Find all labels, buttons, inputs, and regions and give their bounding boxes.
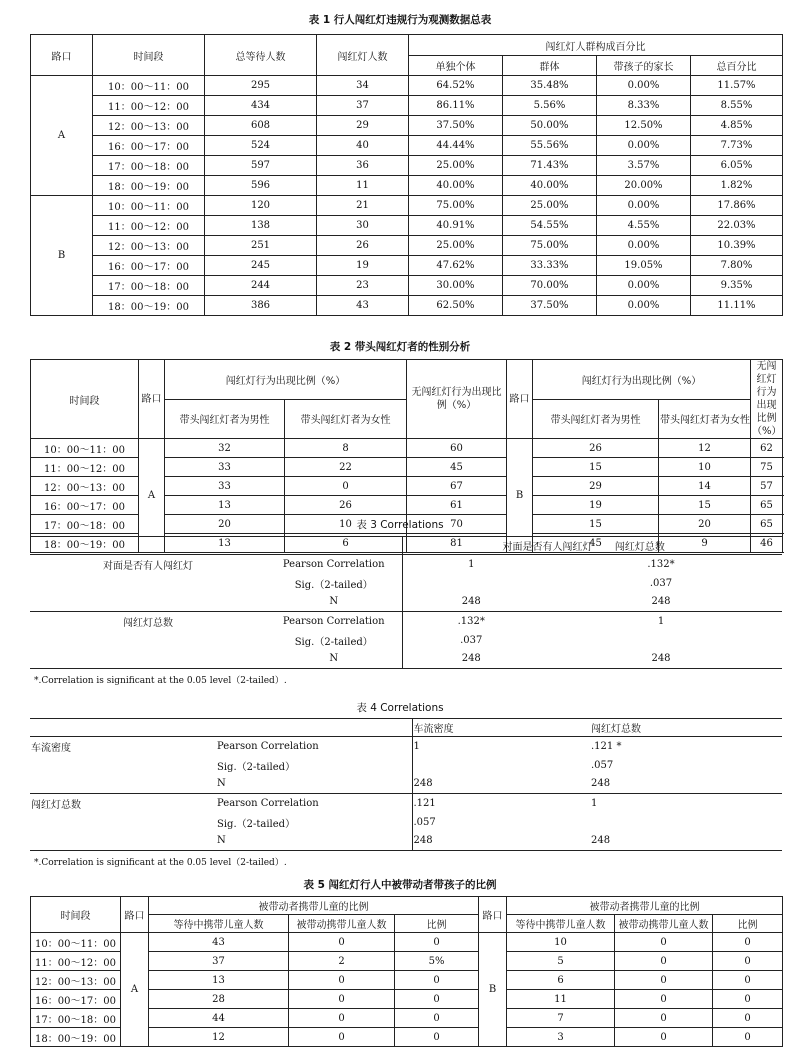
table-cell: 20 (165, 515, 285, 534)
table-cell: 2 (289, 952, 395, 971)
table-cell: 10：00～11：00 (31, 933, 121, 952)
table-cell: 4.55% (597, 216, 691, 236)
table-cell: 12：00～13：00 (93, 236, 205, 256)
t4-stat-sig-1: Sig.（2-tailed） (216, 756, 412, 775)
table-cell: 0 (289, 1009, 395, 1028)
table-cell: 608 (205, 116, 317, 136)
t3-header-col1: 对面是否有人闯红灯 (502, 542, 593, 553)
t3-stat-pc-2: Pearson Correlation (266, 612, 402, 631)
table-row (31, 76, 783, 96)
table-cell: 43 (149, 933, 289, 952)
table-row (31, 236, 783, 256)
table-cell: 75.00% (503, 236, 597, 256)
t2-header-female-b: 带头闯红灯者为女性 (659, 399, 751, 439)
table-cell: 26 (317, 236, 409, 256)
t5-header-time: 时间段 (31, 897, 121, 933)
table-row (31, 439, 783, 458)
table-cell: 0.00% (597, 236, 691, 256)
table-cell: 8.55% (691, 96, 783, 116)
t3-cell: .132* (402, 612, 540, 631)
table-cell: 11 (317, 176, 409, 196)
t2-header-none-a: 无闯红灯行为出现比例（%） (407, 360, 507, 439)
table-cell: 0 (713, 990, 783, 1009)
table-row (31, 256, 783, 276)
t5-header-road-a: 路口 (121, 897, 149, 933)
t4-cell: 1 (412, 737, 590, 756)
table-cell: 15 (533, 458, 659, 477)
t4-cell: .121 * (590, 737, 782, 756)
table-row (31, 216, 783, 236)
t1-road-label: A (31, 76, 93, 196)
table-cell: 11：00～12：00 (93, 96, 205, 116)
table-cell: 18：00～19：00 (31, 1028, 121, 1047)
t3-cell: .132* (540, 555, 782, 574)
table-cell: 10：00～11：00 (31, 439, 139, 458)
table2-caption: 表 2 带头闯红灯者的性别分析 (329, 341, 471, 353)
table-row (31, 96, 783, 116)
table-cell: 13 (165, 534, 285, 553)
table-cell: 19 (317, 256, 409, 276)
table-cell: 0.00% (597, 76, 691, 96)
table-cell: 20.00% (597, 176, 691, 196)
table-cell: 19.05% (597, 256, 691, 276)
t1-subheader: 总百分比 (691, 56, 783, 76)
t3-note: *.Correlation is significant at the 0.05 level（2-tailed）. (34, 676, 287, 686)
table-cell: 0 (395, 990, 479, 1009)
table-cell: 0.00% (597, 136, 691, 156)
table-cell: 7.80% (691, 256, 783, 276)
table-cell: 37 (149, 952, 289, 971)
t5-header-ratio-b: 比例 (713, 915, 783, 933)
table-cell: 10 (285, 515, 407, 534)
table-cell: 14 (659, 477, 751, 496)
table-cell: 11 (507, 990, 615, 1009)
table-cell: 16：00～17：00 (31, 496, 139, 515)
t5-road-a-label: A (121, 933, 149, 1047)
table-cell: 29 (533, 477, 659, 496)
t2-header-ratio-a: 闯红灯行为出现比例（%） (165, 360, 407, 400)
table-cell: 19 (533, 496, 659, 515)
table-cell: 12：00～13：00 (31, 477, 139, 496)
table-row (31, 933, 783, 952)
table-cell: 17：00～18：00 (93, 156, 205, 176)
table-cell: 0 (713, 1009, 783, 1028)
table-cell: 10.39% (691, 236, 783, 256)
table-cell: 18：00～19：00 (31, 534, 139, 553)
table-cell: 25.00% (409, 156, 503, 176)
t1-header-wait: 总等待人数 (205, 35, 317, 76)
t4-cell: 248 (591, 778, 611, 790)
table-cell: 0.00% (597, 196, 691, 216)
table-cell: 35.48% (503, 76, 597, 96)
table-cell: 6 (285, 534, 407, 553)
table-cell: 0 (615, 952, 713, 971)
t2-header-male-b: 带头闯红灯者为男性 (533, 399, 659, 439)
table-cell: 20 (659, 515, 751, 534)
table-cell: 16：00～17：00 (93, 136, 205, 156)
table-cell: 70.00% (503, 276, 597, 296)
table-cell: 40.91% (409, 216, 503, 236)
table-cell: 524 (205, 136, 317, 156)
t3-stat-pc-1: Pearson Correlation (266, 555, 402, 574)
table3 (30, 536, 782, 669)
table-cell: 71.43% (503, 156, 597, 176)
table-cell: 0 (285, 477, 407, 496)
table-cell: 10：00～11：00 (93, 76, 205, 96)
table-cell: 12 (149, 1028, 289, 1047)
t4-header-col2: 闯红灯总数 (591, 724, 641, 735)
t1-header-run: 闯红灯人数 (317, 35, 409, 76)
table-cell: 61 (407, 496, 507, 515)
table-cell: 25.00% (503, 196, 597, 216)
t2-header-road-b: 路口 (507, 360, 533, 439)
t2-header-time: 时间段 (31, 360, 139, 439)
table-cell: 0 (289, 971, 395, 990)
table-cell: 5% (395, 952, 479, 971)
t3-cell: 248 (461, 653, 481, 665)
table-cell: 17：00～18：00 (93, 276, 205, 296)
table4 (30, 718, 782, 851)
t4-cell: .121 (412, 794, 590, 813)
t3-cell (402, 574, 540, 593)
table-cell: 10 (507, 933, 615, 952)
table-cell: 0 (713, 971, 783, 990)
table-cell: 55.56% (503, 136, 597, 156)
t3-stat-sig-1: Sig.（2-tailed） (266, 574, 402, 593)
t1-subheader: 单独个体 (409, 56, 503, 76)
table-cell: 40.00% (409, 176, 503, 196)
t5-header-wait-b: 等待中携带儿童人数 (507, 915, 615, 933)
t3-stat-n-1: N (266, 593, 402, 612)
table-cell: 26 (285, 496, 407, 515)
table-cell: 8 (285, 439, 407, 458)
table-cell: 12：00～13：00 (31, 971, 121, 990)
table-cell: 26 (533, 439, 659, 458)
table-cell: 32 (165, 439, 285, 458)
table-cell: 11：00～12：00 (93, 216, 205, 236)
t4-cell: .057 (413, 816, 436, 828)
table-cell: 62 (751, 439, 783, 458)
table-cell: 22 (285, 458, 407, 477)
t3-cell: 1 (402, 555, 540, 574)
table-cell: 596 (205, 176, 317, 196)
t1-subheader: 群体 (503, 56, 597, 76)
table-cell: 22.03% (691, 216, 783, 236)
table-cell: 45 (407, 458, 507, 477)
table-cell: 25.00% (409, 236, 503, 256)
t5-header-led-b: 被带动携带儿童人数 (615, 915, 713, 933)
t5-header-wait-a: 等待中携带儿童人数 (149, 915, 289, 933)
t3-var1-label: 对面是否有人闯红灯 (30, 555, 266, 574)
table4-caption: 表 4 Correlations (356, 702, 444, 714)
t4-cell: 248 (413, 835, 433, 847)
table-cell: 8.33% (597, 96, 691, 116)
table-cell: 44 (149, 1009, 289, 1028)
table-cell: 17：00～18：00 (31, 1009, 121, 1028)
table-cell: 28 (149, 990, 289, 1009)
table-cell: 37.50% (503, 296, 597, 316)
table-cell: 17.86% (691, 196, 783, 216)
table-cell: 54.55% (503, 216, 597, 236)
table-cell: 5.56% (503, 96, 597, 116)
table-cell: 57 (751, 477, 783, 496)
table-cell: 37 (317, 96, 409, 116)
table-row (31, 156, 783, 176)
table-cell: 3.57% (597, 156, 691, 176)
t5-header-ratio-a: 比例 (395, 915, 479, 933)
t3-cell: .037 (649, 577, 673, 589)
table-row (31, 116, 783, 136)
t3-var2-label: 闯红灯总数 (30, 612, 266, 631)
t4-cell (412, 756, 590, 775)
table-cell: 44.44% (409, 136, 503, 156)
table-cell: 5 (507, 952, 615, 971)
table-cell: 64.52% (409, 76, 503, 96)
table-cell: 15 (533, 515, 659, 534)
t1-road-label: B (31, 196, 93, 316)
table-row (31, 136, 783, 156)
table-cell: 16：00～17：00 (93, 256, 205, 276)
t4-cell: 248 (413, 778, 433, 790)
table-cell: 36 (317, 156, 409, 176)
table-cell: 0.00% (597, 276, 691, 296)
table-cell: 81 (407, 534, 507, 553)
t1-header-group: 闯红灯人群构成百分比 (409, 35, 783, 56)
t4-var1-label: 车流密度 (30, 737, 216, 756)
table-cell: 12：00～13：00 (93, 116, 205, 136)
table-row (31, 296, 783, 316)
table-cell: 40 (317, 136, 409, 156)
table-cell: 11：00～12：00 (31, 952, 121, 971)
t3-cell: 248 (651, 596, 671, 608)
table-cell: 120 (205, 196, 317, 216)
table-cell: 29 (317, 116, 409, 136)
t1-header-time: 时间段 (93, 35, 205, 76)
table-cell: 0 (395, 971, 479, 990)
table-cell: 45 (533, 534, 659, 553)
table-row (31, 276, 783, 296)
table-cell: 70 (407, 515, 507, 534)
table-cell: 3 (507, 1028, 615, 1047)
table-cell: 0 (615, 933, 713, 952)
t2-header-male-a: 带头闯红灯者为男性 (165, 399, 285, 439)
table-cell: 6 (507, 971, 615, 990)
t4-var2-label: 闯红灯总数 (30, 794, 216, 813)
t4-stat-n-2: N (216, 832, 412, 851)
table-cell: 12.50% (597, 116, 691, 136)
table-cell: 65 (751, 515, 783, 534)
table-cell: 434 (205, 96, 317, 116)
table-cell: 0 (713, 1028, 783, 1047)
table-cell: 13 (149, 971, 289, 990)
table-cell: 295 (205, 76, 317, 96)
table-cell: 9 (659, 534, 751, 553)
table-cell: 60 (407, 439, 507, 458)
table-cell: 386 (205, 296, 317, 316)
table-cell: 62.50% (409, 296, 503, 316)
t4-stat-pc-2: Pearson Correlation (216, 794, 412, 813)
table-cell: 11：00～12：00 (31, 458, 139, 477)
table-cell: 65 (751, 496, 783, 515)
table-cell: 86.11% (409, 96, 503, 116)
table-cell: 40.00% (503, 176, 597, 196)
table-cell: 34 (317, 76, 409, 96)
table-cell: 23 (317, 276, 409, 296)
table-cell: 10：00～11：00 (93, 196, 205, 216)
table-cell: 6.05% (691, 156, 783, 176)
table3-caption: 表 3 Correlations (356, 519, 444, 531)
t5-header-group-b: 被带动者携带儿童的比例 (507, 897, 783, 915)
table-cell: 67 (407, 477, 507, 496)
table-cell: 244 (205, 276, 317, 296)
table-cell: 9.35% (691, 276, 783, 296)
t4-header-col1: 车流密度 (413, 724, 454, 735)
table-cell: 33 (165, 477, 285, 496)
table-cell: 0 (395, 1028, 479, 1047)
table-cell: 251 (205, 236, 317, 256)
t3-cell (540, 631, 782, 650)
table-cell: 75 (751, 458, 783, 477)
table-cell: 37.50% (409, 116, 503, 136)
table-cell: 15 (659, 496, 751, 515)
table-cell: 47.62% (409, 256, 503, 276)
t1-header-road: 路口 (31, 35, 93, 76)
table-cell: 0 (713, 933, 783, 952)
t4-stat-pc-1: Pearson Correlation (216, 737, 412, 756)
table-cell: 0 (395, 1009, 479, 1028)
table-cell: 7 (507, 1009, 615, 1028)
t5-header-led-a: 被带动携带儿童人数 (289, 915, 395, 933)
table-cell: 75.00% (409, 196, 503, 216)
table-cell: 43 (317, 296, 409, 316)
table-cell: 0 (615, 1028, 713, 1047)
t2-header-road-a: 路口 (139, 360, 165, 439)
t4-note: *.Correlation is significant at the 0.05 level（2-tailed）. (34, 858, 287, 868)
t2-road-b-label: B (507, 439, 533, 553)
table5 (30, 896, 783, 1047)
t3-header-col2: 闯红灯总数 (614, 542, 665, 553)
table-row (31, 176, 783, 196)
table-cell: 7.73% (691, 136, 783, 156)
table-cell: 11.57% (691, 76, 783, 96)
table-cell: 0 (395, 933, 479, 952)
t2-road-a-label: A (139, 439, 165, 553)
t5-header-road-b: 路口 (479, 897, 507, 933)
table-cell: 33.33% (503, 256, 597, 276)
t4-cell (590, 813, 782, 832)
table-cell: 0 (289, 933, 395, 952)
t3-stat-sig-2: Sig.（2-tailed） (266, 631, 402, 650)
t2-header-female-a: 带头闯红灯者为女性 (285, 399, 407, 439)
table-cell: 4.85% (691, 116, 783, 136)
table-cell: 18：00～19：00 (93, 176, 205, 196)
table-cell: 18：00～19：00 (93, 296, 205, 316)
table-cell: 30.00% (409, 276, 503, 296)
t5-header-group-a: 被带动者携带儿童的比例 (149, 897, 479, 915)
table1-caption: 表 1 行人闯红灯违规行为观测数据总表 (308, 14, 492, 26)
t4-stat-n-1: N (216, 775, 412, 794)
table-cell: 245 (205, 256, 317, 276)
table-cell: 10 (659, 458, 751, 477)
table-cell: 50.00% (503, 116, 597, 136)
t2-header-none-b: 无闯红灯行为出现比例（%） (752, 361, 782, 437)
table-cell: 0 (615, 1009, 713, 1028)
table-cell: 0 (713, 952, 783, 971)
table-cell: 0 (289, 990, 395, 1009)
table-cell: 597 (205, 156, 317, 176)
t4-cell: .057 (591, 759, 614, 771)
t3-cell: .037 (460, 634, 483, 646)
table-cell: 33 (165, 458, 285, 477)
table-cell: 0 (289, 1028, 395, 1047)
table-cell: 46 (751, 534, 783, 553)
table-cell: 0.00% (597, 296, 691, 316)
table-cell: 12 (659, 439, 751, 458)
t4-stat-sig-2: Sig.（2-tailed） (216, 813, 412, 832)
t3-stat-n-2: N (266, 650, 402, 669)
table-cell: 138 (205, 216, 317, 236)
t3-cell: 1 (540, 612, 782, 631)
t4-cell: 248 (591, 835, 611, 847)
table-row (31, 196, 783, 216)
table-cell: 0 (615, 990, 713, 1009)
t5-road-b-label: B (479, 933, 507, 1047)
t2-header-ratio-b: 闯红灯行为出现比例（%） (533, 360, 751, 400)
table-cell: 13 (165, 496, 285, 515)
table5-caption: 表 5 闯红灯行人中被带动者带孩子的比例 (303, 879, 497, 891)
table1 (30, 34, 783, 316)
table-cell: 30 (317, 216, 409, 236)
t4-cell: 1 (590, 794, 782, 813)
table-cell: 16：00～17：00 (31, 990, 121, 1009)
t1-subheader: 带孩子的家长 (597, 56, 691, 76)
table-cell: 21 (317, 196, 409, 216)
table-cell: 17：00～18：00 (31, 515, 139, 534)
table-cell: 11.11% (691, 296, 783, 316)
t3-cell: 248 (651, 653, 671, 665)
table-cell: 0 (615, 971, 713, 990)
table-cell: 1.82% (691, 176, 783, 196)
t3-cell: 248 (461, 596, 481, 608)
